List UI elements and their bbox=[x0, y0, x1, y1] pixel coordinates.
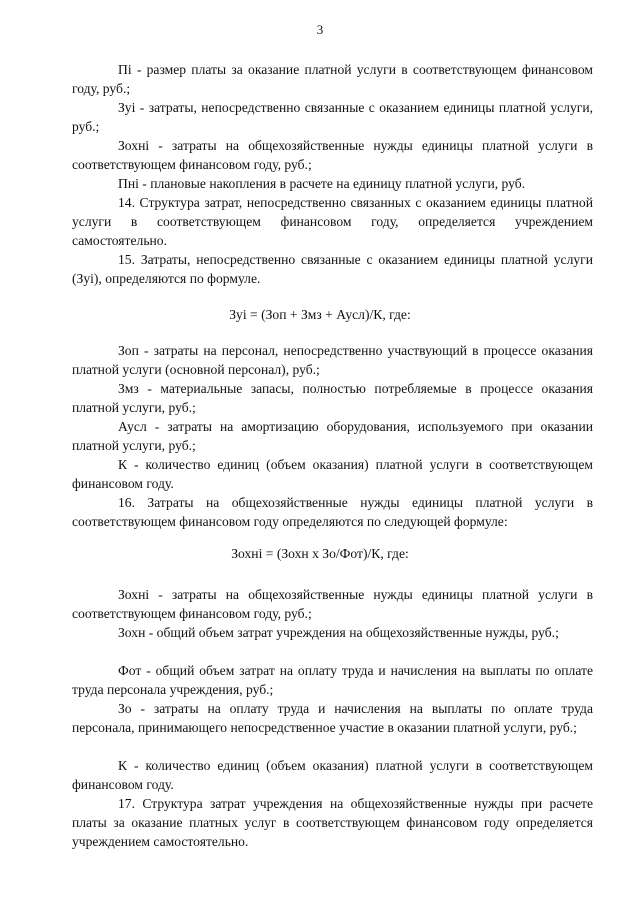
paragraph-17: 17. Структура затрат учреждения на общехозяйственные нужды при расчете платы за оказание платных услуг в соответствующем финансовом году определяется учреждением самостоятельно. bbox=[72, 796, 593, 849]
definition-ausl: Аусл - затраты на амортизацию оборудования, используемого при оказании платной услуги, руб.; bbox=[72, 419, 593, 453]
definition-zohni-2: Зохні - затраты на общехозяйственные нужды единицы платной услуги в соответствующем финансовом году, руб.; bbox=[72, 587, 593, 621]
definition-pni: Пні - плановые накопления в расчете на единицу платной услуги, руб. bbox=[118, 176, 526, 191]
page-number: 3 bbox=[316, 22, 324, 37]
definition-k-2: К - количество единиц (объем оказания) платной услуги в соответствующем финансовом году. bbox=[72, 758, 593, 792]
definition-zohn: Зохн - общий объем затрат учреждения на общехозяйственные нужды, руб.; bbox=[118, 625, 559, 640]
paragraph-16: 16. Затраты на общехозяйственные нужды единицы платной услуги в соответствующем финансовом году определяются по следующей формуле: bbox=[72, 495, 593, 529]
definition-zop: Зоп - затраты на персонал, непосредственно участвующий в процессе оказания платной услуги (основной персонал), руб.; bbox=[72, 343, 593, 377]
definition-pi: Пі - размер платы за оказание платной услуги в соответствующем финансовом году, руб.; bbox=[72, 62, 593, 96]
definition-zmz: Змз - материальные запасы, полностью потребляемые в процессе оказания платной услуги, руб.; bbox=[72, 381, 593, 415]
definition-zo: Зо - затраты на оплату труда и начисления на выплаты по оплате труда персонала, принимающего непосредственное участие в оказании платной услуги, руб.; bbox=[72, 701, 593, 735]
paragraph-15: 15. Затраты, непосредственно связанные с оказанием единицы платной услуги (Зуі), определяются по формуле. bbox=[72, 252, 593, 286]
formula-zohni: Зохні = (Зохн х Зо/Фот)/К, где: bbox=[231, 546, 409, 561]
definition-zui: Зуі - затраты, непосредственно связанные с оказанием единицы платной услуги, руб.; bbox=[72, 100, 593, 134]
definition-k: К - количество единиц (объем оказания) платной услуги в соответствующем финансовом году. bbox=[72, 457, 593, 491]
formula-zui: Зуі = (Зоп + Змз + Аусл)/К, где: bbox=[229, 307, 411, 322]
definition-fot: Фот - общий объем затрат на оплату труда и начисления на выплаты по оплате труда персонала учреждения, руб.; bbox=[72, 663, 593, 697]
definition-zohni: Зохні - затраты на общехозяйственные нужды единицы платной услуги в соответствующем финансовом году, руб.; bbox=[72, 138, 593, 172]
paragraph-14: 14. Структура затрат, непосредственно связанных с оказанием единицы платной услуги в соответствующем финансовом году, определяется учреждением самостоятельно. bbox=[72, 195, 593, 248]
